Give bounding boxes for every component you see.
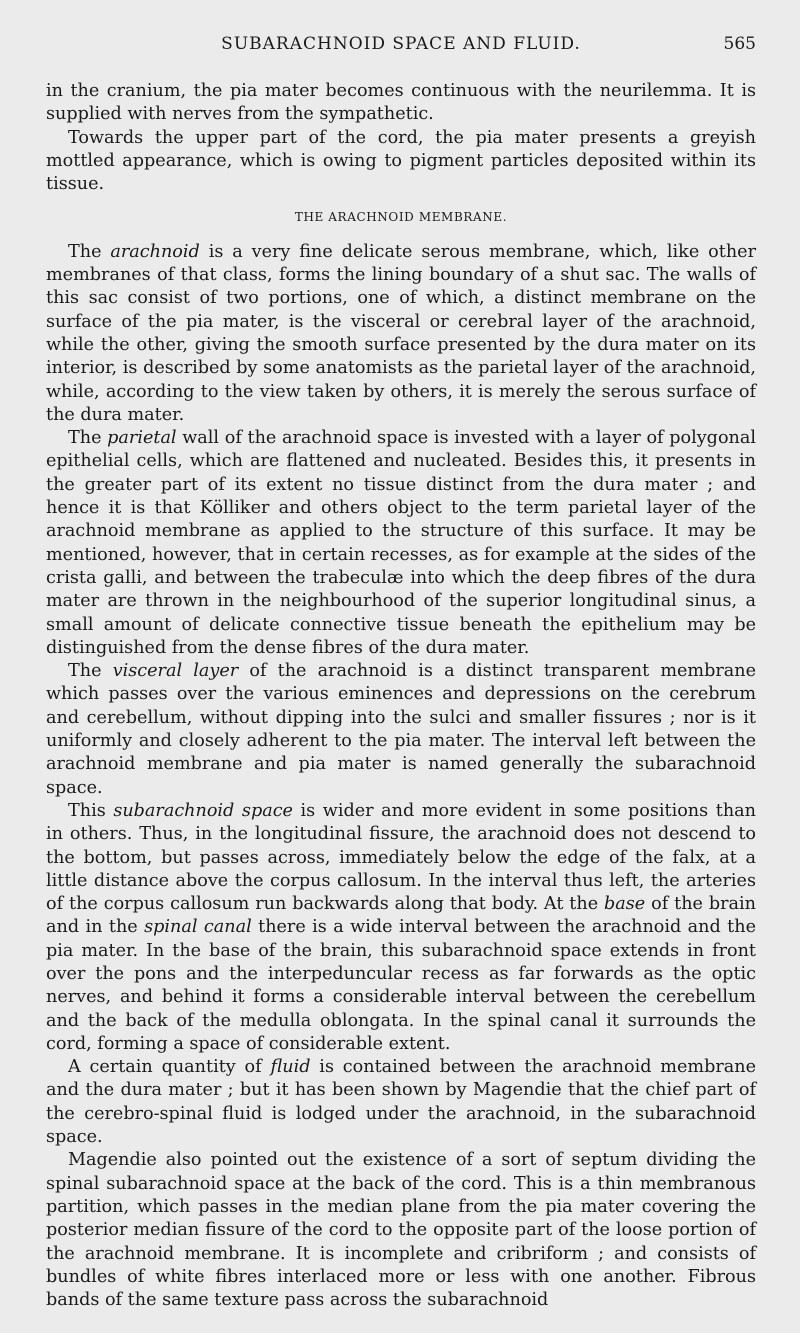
paragraph-continuation: in the cranium, the pia mater becomes continuous with the neurilemma. It is supplied with nerves from the sympathetic. bbox=[46, 81, 756, 125]
body-text bbox=[46, 80, 756, 1312]
paragraph-fluid: A certain quantity of fluid is contained between the arachnoid membrane and the dura mater ; but it has been shown by Magendie that the chief part of the cerebro-spinal fluid is lodged under the arachnoid, in the subarachnoid space. bbox=[46, 1057, 756, 1148]
section-heading: THE ARACHNOID MEMBRANE. bbox=[294, 210, 508, 225]
paragraph-arachnoid: The arachnoid is a very fine delicate serous membrane, which, like other membranes of that class, forms the lining boundary of a shut sac. The walls of this sac consist of two portions, one of which, a distinct membrane on the surface of the pia mater, is the visceral or cerebral layer of the arachnoid, while the other, giving the smooth surface presented by the dura mater on its interior, is described by some anatomists as the parietal layer of the arachnoid, while, according to the view taken by others, it is merely the serous surface of the dura mater. bbox=[46, 241, 756, 425]
paragraph-pia-mater-pigment: Towards the upper part of the cord, the pia mater presents a greyish mottled appearance, which is owing to pigment particles deposited within its tissue. bbox=[46, 127, 756, 195]
paragraph-magendie-septum: Magendie also pointed out the existence of a sort of septum dividing the spinal subarachnoid space at the back of the cord. This is a thin membranous partition, which passes in the median plane from the pia mater covering the posterior median fissure of the cord to the opposite part of the loose portion of the arachnoid membrane. It is incomplete and cribriform ; and consists of bundles of white fibres interlaced more or less with one another. Fibrous bands of the same texture pass across the subarachnoid bbox=[46, 1150, 756, 1311]
paragraph-visceral-layer: The visceral layer of the arachnoid is a distinct transparent membrane which passes over the various eminences and depressions on the cerebrum and cerebellum, without dipping into the sulci and smaller fissures ; nor is it uniformly and closely adherent to the pia mater. The interval left between the arachnoid membrane and pia mater is named generally the subarachnoid space. bbox=[46, 661, 757, 798]
running-title: SUBARACHNOID SPACE AND FLUID. bbox=[221, 34, 581, 54]
paragraph-subarachnoid-space: This subarachnoid space is wider and more evident in some positions than in others. Thus, in the longitudinal fissure, the arachnoid does not descend to the bottom, but passes across, immediately below the edge of the falx, at a little distance above the corpus callosum. In the interval thus left, the arteries of the corpus callosum run backwards along that body. At the base of the brain and in the spinal canal there is a wide interval between the arachnoid and the pia mater. In the base of the brain, this subarachnoid space extends in front over the pons and the interpeduncular recess as far forwards as the optic nerves, and behind it forms a considerable interval between the cerebellum and the back of the medulla oblongata. In the spinal canal it surrounds the cord, forming a space of considerable extent. bbox=[46, 800, 757, 1054]
paragraph-parietal-wall: The parietal wall of the arachnoid space is invested with a layer of polygonal epithelial cells, which are flattened and nucleated. Besides this, it presents in the greater part of its extent no tissue distinct from the dura mater ; and hence it is that Kölliker and others object to the term parietal layer of the arachnoid membrane as applied to the structure of this surface. It may be mentioned, however, that in certain recesses, as for example at the sides of the crista galli, and between the trabeculæ into which the deep fibres of the dura mater are thrown in the neighbourhood of the superior longitudinal sinus, a small amount of delicate connective tissue beneath the epithelium may be distinguished from the dense fibres of the dura mater. bbox=[46, 428, 756, 658]
page-number: 565 bbox=[723, 34, 756, 54]
running-head bbox=[46, 34, 756, 62]
